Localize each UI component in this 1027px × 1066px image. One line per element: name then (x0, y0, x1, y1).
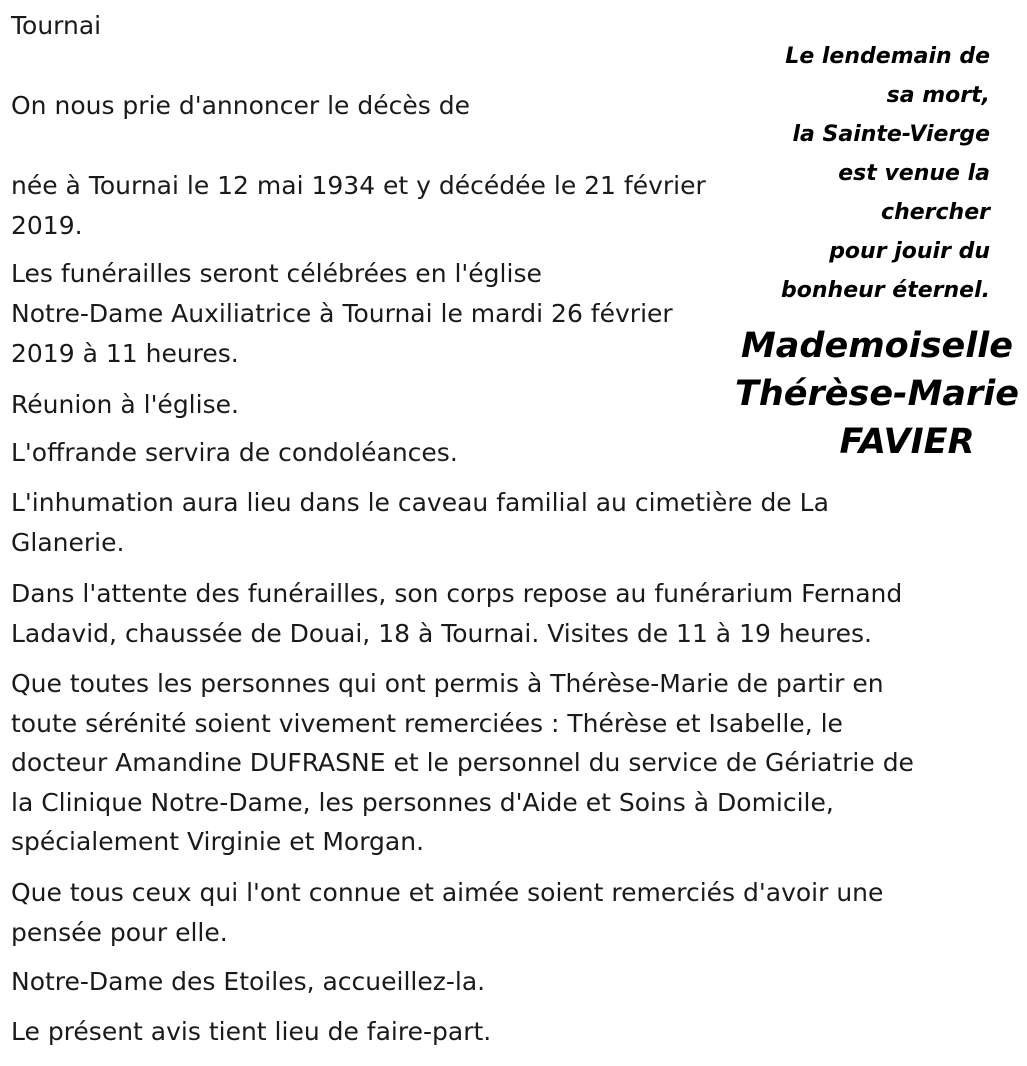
quote-line: est venue la (838, 161, 990, 186)
quote-line: la Sainte-Vierge (792, 122, 990, 147)
thanks-line-2: toute sérénité soient vivement remerciées : Thérèse et Isabelle, le (11, 709, 843, 738)
burial-line-2: Glanerie. (11, 528, 125, 557)
remembrance-line-1: Que tous ceux qui l'ont connue et aimée soient remerciés d'avoir une (11, 878, 884, 907)
intro-text: On nous prie d'annoncer le décès de (11, 91, 470, 120)
funeral-line-1: Les funérailles seront célébrées en l'église (11, 259, 542, 288)
birth-death-line-1: née à Tournai le 12 mai 1934 et y décédée le 21 février (11, 171, 706, 200)
thanks-line-5: spécialement Virginie et Morgan. (11, 827, 425, 856)
remembrance-line-2: pensée pour elle. (11, 918, 228, 947)
viewing-line-2: Ladavid, chaussée de Douai, 18 à Tournai. Visites de 11 à 19 heures. (11, 619, 872, 648)
deceased-surname: FAVIER (839, 422, 975, 462)
birth-death-line-2: 2019. (11, 211, 83, 240)
notice-text: Le présent avis tient lieu de faire-part. (11, 1017, 492, 1046)
offering-text: L'offrande servira de condoléances. (11, 438, 458, 467)
viewing-line-1: Dans l'attente des funérailles, son corps repose au funérarium Fernand (11, 579, 903, 608)
location: Tournai (11, 11, 102, 40)
quote-line: sa mort, (886, 83, 990, 108)
funeral-line-2: Notre-Dame Auxiliatrice à Tournai le mardi 26 février (11, 299, 673, 328)
quote-line: Le lendemain de (785, 44, 990, 69)
deceased-given-names: Thérèse-Marie (734, 374, 1020, 414)
quote-line: pour jouir du (829, 239, 990, 264)
funeral-line-3: 2019 à 11 heures. (11, 339, 239, 368)
deceased-title: Mademoiselle (740, 326, 1014, 366)
deceased-name (727, 322, 1027, 466)
thanks-line-4: la Clinique Notre-Dame, les personnes d'Aide et Soins à Domicile, (11, 788, 834, 817)
reunion-text: Réunion à l'église. (11, 390, 239, 419)
quote-line: chercher (881, 200, 990, 225)
memorial-quote (690, 37, 990, 310)
quote-line: bonheur éternel. (781, 278, 990, 303)
prayer-text: Notre-Dame des Etoiles, accueillez-la. (11, 967, 486, 996)
burial-line-1: L'inhumation aura lieu dans le caveau familial au cimetière de La (11, 488, 829, 517)
thanks-line-1: Que toutes les personnes qui ont permis à Thérèse-Marie de partir en (11, 669, 884, 698)
thanks-line-3: docteur Amandine DUFRASNE et le personnel du service de Gériatrie de (11, 748, 914, 777)
